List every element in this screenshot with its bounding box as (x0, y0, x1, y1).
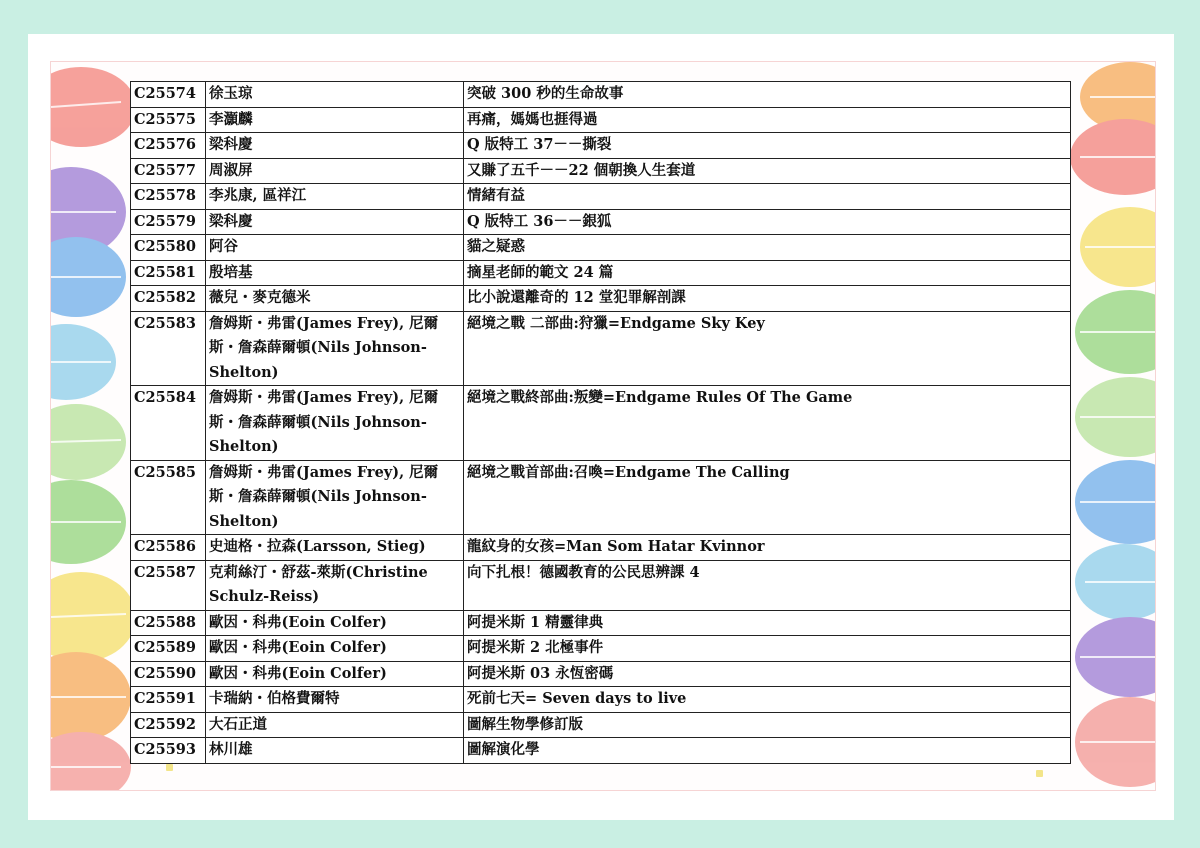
book-code-cell: C25575 (131, 107, 206, 133)
title-cell: 圖解演化學 (464, 738, 1071, 764)
author-cell: 阿谷 (206, 235, 464, 261)
left-leaf-border (51, 62, 141, 790)
title-cell: 貓之疑惑 (464, 235, 1071, 261)
author-cell: 詹姆斯・弗雷(James Frey), 尼爾斯・詹森薛爾頓(Nils Johnson-Shelton) (206, 386, 464, 461)
table-row (131, 158, 1071, 184)
decor-dot (166, 764, 173, 771)
title-cell: 絕境之戰首部曲:召喚=Endgame The Calling (464, 460, 1071, 535)
author-cell: 詹姆斯・弗雷(James Frey), 尼爾斯・詹森薛爾頓(Nils Johnson-Shelton) (206, 460, 464, 535)
book-code-cell: C25592 (131, 712, 206, 738)
book-code-cell: C25574 (131, 82, 206, 108)
title-cell: 向下扎根！德國教育的公民思辨課 4 (464, 560, 1071, 610)
author-cell: 林川雄 (206, 738, 464, 764)
author-cell: 梁科慶 (206, 209, 464, 235)
title-cell: 比小說還離奇的 12 堂犯罪解剖課 (464, 286, 1071, 312)
book-code-cell: C25591 (131, 687, 206, 713)
book-code-cell: C25576 (131, 133, 206, 159)
table-row (131, 260, 1071, 286)
leaf-pink-icon (51, 732, 131, 790)
book-code-cell: C25590 (131, 661, 206, 687)
table-row (131, 560, 1071, 610)
book-code-cell: C25582 (131, 286, 206, 312)
title-cell: 阿提米斯 1 精靈律典 (464, 610, 1071, 636)
author-cell: 卡瑞納・伯格費爾特 (206, 687, 464, 713)
title-cell: 阿提米斯 03 永恆密碼 (464, 661, 1071, 687)
book-code-cell: C25580 (131, 235, 206, 261)
book-code-cell: C25586 (131, 535, 206, 561)
table-row (131, 82, 1071, 108)
book-code-cell: C25593 (131, 738, 206, 764)
table-row (131, 636, 1071, 662)
title-cell: Q 版特工 36－－銀狐 (464, 209, 1071, 235)
author-cell: 歐因・科弗(Eoin Colfer) (206, 610, 464, 636)
right-leaf-border (1060, 62, 1155, 790)
book-code-cell: C25583 (131, 311, 206, 386)
title-cell: 圖解生物學修訂版 (464, 712, 1071, 738)
table-row (131, 235, 1071, 261)
table-row (131, 286, 1071, 312)
title-cell: 龍紋身的女孩=Man Som Hatar Kvinnor (464, 535, 1071, 561)
author-cell: 周淑屏 (206, 158, 464, 184)
table-row (131, 460, 1071, 535)
book-code-cell: C25578 (131, 184, 206, 210)
title-cell: 又賺了五千－－22 個朝換人生套道 (464, 158, 1071, 184)
author-cell: 史迪格・拉森(Larsson, Stieg) (206, 535, 464, 561)
table-row (131, 610, 1071, 636)
decor-dot (1036, 770, 1043, 777)
table-row (131, 107, 1071, 133)
book-code-cell: C25587 (131, 560, 206, 610)
book-code-cell: C25588 (131, 610, 206, 636)
author-cell: 薇兒・麥克德米 (206, 286, 464, 312)
author-cell: 詹姆斯・弗雷(James Frey), 尼爾斯・詹森薛爾頓(Nils Johnson-Shelton) (206, 311, 464, 386)
book-list-table (130, 81, 1071, 764)
table-row (131, 687, 1071, 713)
book-code-cell: C25581 (131, 260, 206, 286)
book-code-cell: C25577 (131, 158, 206, 184)
table-row (131, 133, 1071, 159)
author-cell: 歐因・科弗(Eoin Colfer) (206, 636, 464, 662)
book-code-cell: C25584 (131, 386, 206, 461)
table-row (131, 184, 1071, 210)
author-cell: 殷培基 (206, 260, 464, 286)
book-code-cell: C25585 (131, 460, 206, 535)
table-row (131, 311, 1071, 386)
table-row (131, 661, 1071, 687)
author-cell: 徐玉琼 (206, 82, 464, 108)
author-cell: 李灝麟 (206, 107, 464, 133)
table-row (131, 738, 1071, 764)
title-cell: 情緒有益 (464, 184, 1071, 210)
table-row (131, 386, 1071, 461)
author-cell: 克莉絲汀・舒茲-萊斯(Christine Schulz-Reiss) (206, 560, 464, 610)
author-cell: 大石正道 (206, 712, 464, 738)
title-cell: 摘星老師的範文 24 篇 (464, 260, 1071, 286)
title-cell: 再痛，媽媽也捱得過 (464, 107, 1071, 133)
title-cell: 阿提米斯 2 北極事件 (464, 636, 1071, 662)
author-cell: 李兆康, 區祥江 (206, 184, 464, 210)
title-cell: 絕境之戰終部曲:叛變=Endgame Rules Of The Game (464, 386, 1071, 461)
title-cell: 突破 300 秒的生命故事 (464, 82, 1071, 108)
title-cell: Q 版特工 37－－撕裂 (464, 133, 1071, 159)
title-cell: 絕境之戰 二部曲:狩獵=Endgame Sky Key (464, 311, 1071, 386)
title-cell: 死前七天= Seven days to live (464, 687, 1071, 713)
book-code-cell: C25589 (131, 636, 206, 662)
book-list-body (131, 82, 1071, 764)
table-row (131, 209, 1071, 235)
table-row (131, 535, 1071, 561)
author-cell: 梁科慶 (206, 133, 464, 159)
book-code-cell: C25579 (131, 209, 206, 235)
table-row (131, 712, 1071, 738)
author-cell: 歐因・科弗(Eoin Colfer) (206, 661, 464, 687)
